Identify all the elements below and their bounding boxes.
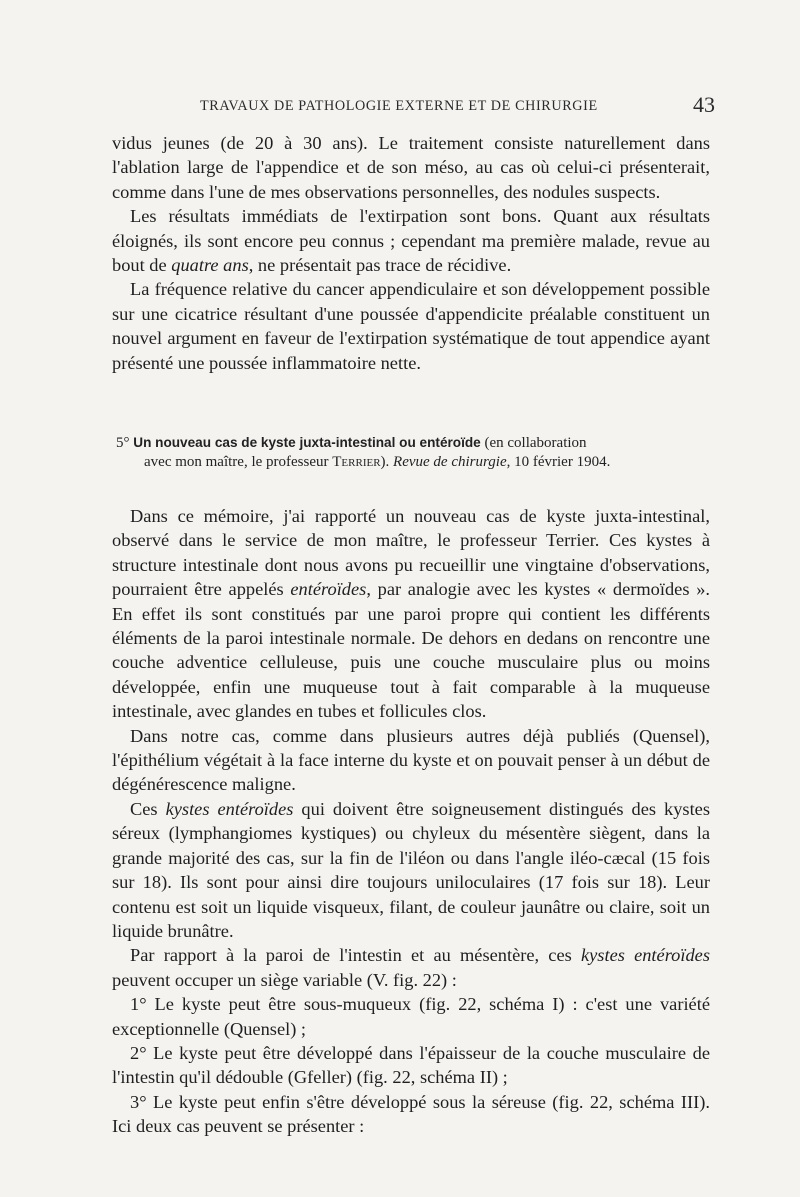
paragraph-location: Par rapport à la paroi de l'intestin et au mésentère, ces kystes entéroïdes peuvent occuper un siège variable (V. fig. 22) : xyxy=(112,945,710,990)
reference-line-2: avec mon maître, le professeur Terrier). Revue de chirurgie, 10 février 1904. xyxy=(144,454,611,470)
page-header xyxy=(200,94,715,118)
emphasis-kystes-enteroides-2: kystes entéroïdes xyxy=(580,945,710,966)
paragraph-treatment: vidus jeunes (de 20 à 30 ans). Le traitement consiste naturellement dans l'ablation large de l'appendice et de son méso, au cas où celui-ci présenterait, comme dans l'une de mes observations personnelles, des nodules suspects. xyxy=(112,133,710,202)
paragraph-our-case: Dans notre cas, comme dans plusieurs autres déjà publiés (Quensel), l'épithélium végétait à la face interne du kyste et on pouvait penser à un début de dégénérescence maligne. xyxy=(112,725,710,795)
list-item-1: 1° Le kyste peut être sous-muqueux (fig. 22, schéma I) : c'est une variété exceptionnelle (Quensel) ; xyxy=(112,994,710,1039)
reference-number: 5° xyxy=(116,435,130,451)
section-enteroid-cyst xyxy=(112,504,710,1139)
emphasis-quatre-ans: quatre ans xyxy=(171,255,249,276)
paragraph-memoir: Dans ce mémoire, j'ai rapporté un nouveau cas de kyste juxta-intestinal, observé dans le service de mon maître, le professeur Terrier. Ces kystes à structure intestinale dont nous avons pu recueillir une vingtaine d'observations, pourraient être appelés entéroïdes, par analogie avec les kystes « dermoïdes ». En effet ils sont constitués par une paroi propre qui contient les différents éléments de la paroi intestinale normale. De dehors en dedans on rencontre une couche adventice celluleuse, puis une couche musculaire plus ou moins développée, enfin une muqueuse tout à fait comparable à la muqueuse intestinale, avec glandes en tubes et follicules clos. xyxy=(112,506,710,722)
emphasis-enteroides: entéroïdes xyxy=(290,579,367,600)
list-item-2: 2° Le kyste peut être développé dans l'épaisseur de la couche musculaire de l'intestin qu'il dédouble (Gfeller) (fig. 22, schéma II) ; xyxy=(112,1042,710,1088)
emphasis-kystes-enteroides: kystes entéroïdes xyxy=(165,798,294,819)
running-title: TRAVAUX DE PATHOLOGIE EXTERNE ET DE CHIRURGIE xyxy=(200,98,598,114)
bibliographic-reference xyxy=(116,433,712,472)
reference-journal: Revue de chirurgie xyxy=(393,454,507,470)
page-number: 43 xyxy=(693,92,715,117)
section-cancer-appendix xyxy=(112,131,710,375)
reference-professor: Terrier xyxy=(332,454,381,470)
list-item-3: 3° Le kyste peut enfin s'être développé sous la séreuse (fig. 22, schéma III). Ici deux cas peuvent se présenter : xyxy=(112,1091,710,1137)
reference-collab: (en collaboration xyxy=(480,435,587,451)
reference-title: Un nouveau cas de kyste juxta-intestinal ou entéroïde xyxy=(133,435,481,450)
paragraph-results: Les résultats immédiats de l'extirpation sont bons. Quant aux résultats éloignés, ils sont encore peu connus ; cependant ma première malade, revue au bout de quatre ans, ne présentait pas trace de récidive. xyxy=(112,206,710,276)
paragraph-frequency: La fréquence relative du cancer appendiculaire et son développement possible sur une cicatrice résultant d'une poussée d'appendicite préalable constituent un nouvel argument en faveur de l'extirpation systématique de tout appendice ayant présenté une poussée inflammatoire nette. xyxy=(112,279,710,373)
paragraph-distinction: Ces kystes entéroïdes qui doivent être soigneusement distingués des kystes séreux (lymphangiomes kystiques) ou chyleux du mésentère siègent, dans la grande majorité des cas, sur la fin de l'iléon ou dans l'angle iléo-cæcal (15 fois sur 18). Ils sont pour ainsi dire toujours uniloculaires (17 fois sur 18). Leur contenu est soit un liquide visqueux, filant, de couleur jaunâtre ou claire, soit un liquide brunâtre. xyxy=(112,798,711,941)
